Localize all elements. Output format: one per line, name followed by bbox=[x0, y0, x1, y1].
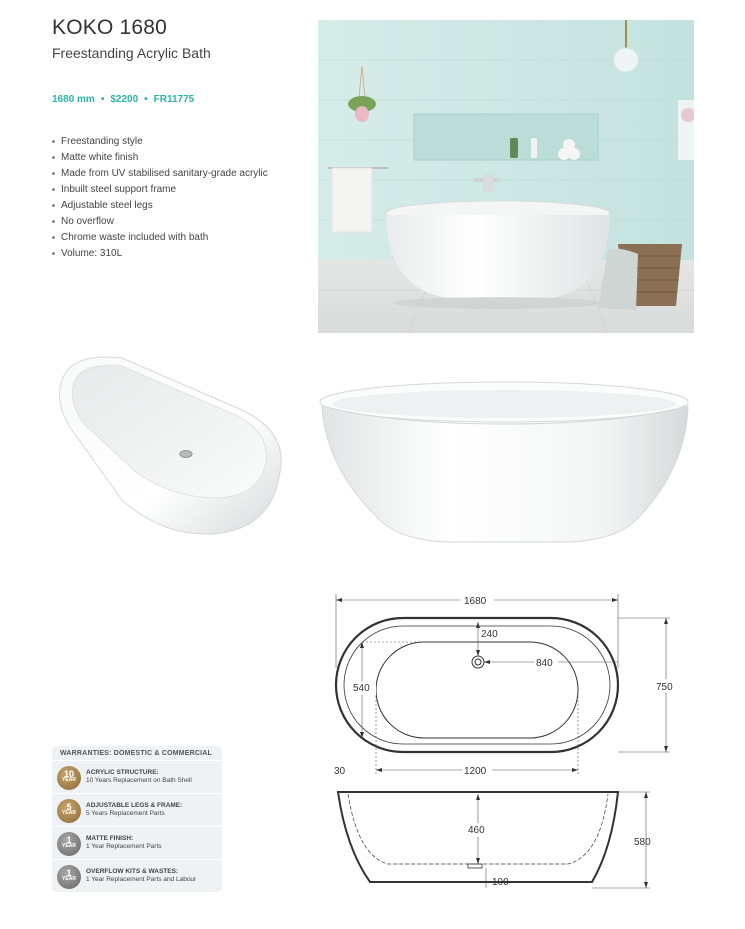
warranty-badge-icon: 1 YEAR bbox=[57, 832, 81, 856]
dim-inner-length-label: 1200 bbox=[464, 766, 487, 777]
warranty-item-desc: 1 Year Replacement Parts and Labour bbox=[86, 876, 197, 883]
spec-size: 1680 mm bbox=[52, 94, 95, 105]
warranty-item-desc: 10 Years Replacement on Bath Shell bbox=[86, 777, 192, 784]
product-subtitle: Freestanding Acrylic Bath bbox=[52, 45, 211, 61]
dim-height-label: 580 bbox=[634, 837, 651, 848]
product-specs: 1680 mm • $2200 • FR11775 bbox=[52, 94, 195, 105]
dim-rim-label: 30 bbox=[334, 766, 346, 777]
warranty-item bbox=[52, 760, 222, 795]
feature-item: Adjustable steel legs bbox=[52, 198, 268, 214]
bathroom-scene-image bbox=[318, 20, 694, 333]
bath-angled-image bbox=[52, 350, 284, 538]
feature-list bbox=[52, 134, 268, 262]
feature-item: Inbuilt steel support frame bbox=[52, 182, 268, 198]
feature-item: Chrome waste included with bath bbox=[52, 230, 268, 246]
warranty-heading: WARRANTIES: DOMESTIC & COMMERCIAL bbox=[60, 750, 213, 757]
warranty-item-title: MATTE FINISH: bbox=[86, 835, 134, 842]
warranty-item-title: ADJUSTABLE LEGS & FRAME: bbox=[86, 802, 183, 809]
warranty-item-title: OVERFLOW KITS & WASTES: bbox=[86, 868, 179, 875]
feature-item: Made from UV stabilised sanitary-grade acrylic bbox=[52, 166, 268, 182]
warranty-badge-icon: 10 YEAR bbox=[57, 766, 81, 790]
dim-base-label: 100 bbox=[492, 877, 509, 888]
spec-code: FR11775 bbox=[153, 94, 195, 105]
dim-waste-offset-label: 240 bbox=[481, 629, 498, 640]
bath-side-image bbox=[318, 378, 692, 546]
dim-width-label: 750 bbox=[656, 682, 673, 693]
warranty-badge-icon: 1 YEAR bbox=[57, 865, 81, 889]
warranty-panel bbox=[52, 746, 222, 892]
dim-inner-width-label: 540 bbox=[353, 683, 370, 694]
warranty-item bbox=[52, 859, 222, 894]
warranty-badge-icon: 5 YEAR bbox=[57, 799, 81, 823]
feature-item: Freestanding style bbox=[52, 134, 268, 150]
feature-item: No overflow bbox=[52, 214, 268, 230]
warranty-item bbox=[52, 793, 222, 828]
warranty-item-desc: 1 Year Replacement Parts bbox=[86, 843, 162, 850]
dim-depth-label: 460 bbox=[468, 825, 485, 836]
dimension-drawing bbox=[330, 588, 690, 898]
dim-length-label: 1680 bbox=[464, 596, 487, 607]
warranty-item-desc: 5 Years Replacement Parts bbox=[86, 810, 165, 817]
warranty-item-title: ACRYLIC STRUCTURE: bbox=[86, 769, 159, 776]
product-title: KOKO 1680 bbox=[52, 16, 168, 39]
feature-item: Matte white finish bbox=[52, 150, 268, 166]
warranty-item bbox=[52, 826, 222, 861]
spec-price: $2200 bbox=[110, 94, 139, 105]
dim-waste-end-label: 840 bbox=[536, 658, 553, 669]
feature-item: Volume: 310L bbox=[52, 246, 268, 262]
